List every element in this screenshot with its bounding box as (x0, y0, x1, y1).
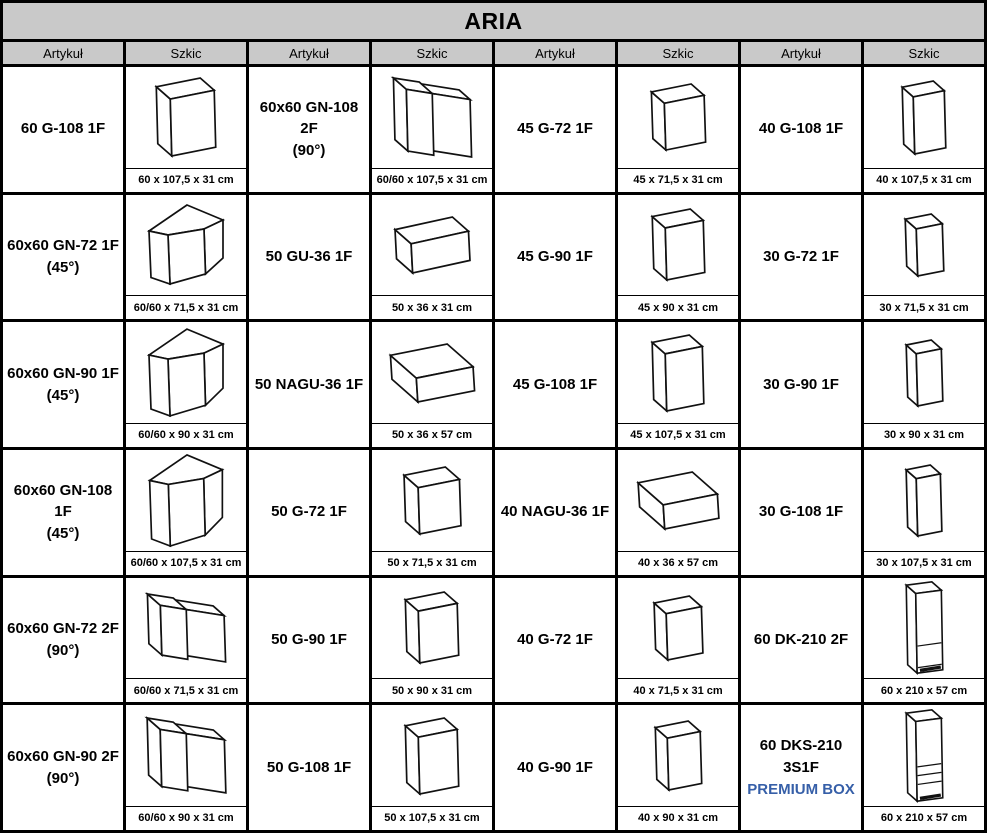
sketch-drawing (618, 67, 738, 168)
column-header-sketch: Szkic (372, 42, 492, 64)
article-label: (45°) (46, 386, 80, 404)
sketch-cell (372, 450, 492, 575)
dimensions-label: 60 x 210 x 57 cm (864, 806, 984, 830)
article-cell (3, 322, 123, 447)
article-cell (495, 450, 615, 575)
catalog-grid (3, 42, 984, 830)
article-label: 50 GU-36 1F (265, 248, 353, 266)
article-label: (45°) (46, 525, 80, 543)
article-cell (741, 195, 861, 320)
dimensions-label: 40 x 107,5 x 31 cm (864, 168, 984, 192)
sketch-drawing (372, 705, 492, 806)
column-header-sketch: Szkic (864, 42, 984, 64)
dimensions-label: 40 x 71,5 x 31 cm (618, 678, 738, 702)
article-label: 2F (300, 120, 318, 138)
cabinet-sketch-icon (146, 452, 226, 549)
article-cell (495, 705, 615, 830)
premium-box-label: PREMIUM BOX (747, 780, 855, 798)
sketch-drawing (864, 322, 984, 423)
dimensions-label: 60/60 x 90 x 31 cm (126, 806, 246, 830)
article-cell (3, 578, 123, 703)
cabinet-sketch-icon (652, 718, 705, 793)
article-cell (495, 67, 615, 192)
dimensions-label: 50 x 71,5 x 31 cm (372, 551, 492, 575)
article-label: 60x60 GN-108 (259, 98, 359, 116)
article-label: 30 G-108 1F (758, 503, 844, 521)
article-label: 60x60 GN-72 1F (7, 237, 119, 255)
article-label: 60x60 GN-72 2F (7, 620, 119, 638)
cabinet-sketch-icon (649, 332, 707, 414)
article-label: 40 G-90 1F (517, 758, 593, 776)
article-label: 40 G-72 1F (517, 631, 593, 649)
article-label: 45 G-108 1F (512, 375, 598, 393)
article-label: (45°) (46, 258, 80, 276)
dimensions-label: 60 x 107,5 x 31 cm (126, 168, 246, 192)
dimensions-label: 50 x 36 x 57 cm (372, 423, 492, 447)
dimensions-label: 60/60 x 107,5 x 31 cm (126, 551, 246, 575)
sketch-cell (126, 195, 246, 320)
article-label: (90°) (292, 142, 326, 160)
cabinet-sketch-icon (390, 75, 475, 160)
dimensions-label: 50 x 36 x 31 cm (372, 295, 492, 319)
cabinet-sketch-icon (902, 579, 947, 676)
article-label: (90°) (46, 769, 80, 787)
page-title: ARIA (3, 3, 984, 39)
article-cell (495, 322, 615, 447)
cabinet-sketch-icon (146, 202, 226, 287)
article-label: 30 G-72 1F (763, 248, 839, 266)
article-cell (741, 450, 861, 575)
article-cell (3, 195, 123, 320)
cabinet-sketch-icon (392, 214, 473, 276)
cabinet-sketch-icon (144, 715, 229, 796)
sketch-drawing (372, 578, 492, 679)
article-label: 50 NAGU-36 1F (254, 375, 364, 393)
dimensions-label: 40 x 36 x 57 cm (618, 551, 738, 575)
article-label: 40 NAGU-36 1F (500, 503, 610, 521)
cabinet-sketch-icon (401, 464, 464, 537)
sketch-cell (372, 578, 492, 703)
article-cell (249, 705, 369, 830)
cabinet-sketch-icon (902, 211, 947, 279)
cabinet-sketch-icon (635, 469, 722, 532)
dimensions-label: 60 x 210 x 57 cm (864, 678, 984, 702)
dimensions-label: 60/60 x 71,5 x 31 cm (126, 295, 246, 319)
article-label: 60x60 GN-108 1F (13, 481, 113, 521)
cabinet-sketch-icon (649, 206, 708, 283)
sketch-drawing (126, 578, 246, 679)
sketch-cell (864, 195, 984, 320)
sketch-drawing (618, 705, 738, 806)
sketch-drawing (126, 195, 246, 296)
cabinet-sketch-icon (899, 78, 949, 157)
sketch-cell (372, 67, 492, 192)
sketch-cell (618, 67, 738, 192)
sketch-drawing (864, 195, 984, 296)
sketch-cell (126, 67, 246, 192)
cabinet-sketch-icon (153, 75, 219, 159)
dimensions-label: 60/60 x 107,5 x 31 cm (372, 168, 492, 192)
dimensions-label: 30 x 90 x 31 cm (864, 423, 984, 447)
article-cell (3, 450, 123, 575)
article-cell (741, 322, 861, 447)
article-label: 50 G-72 1F (271, 503, 347, 521)
article-cell (495, 578, 615, 703)
dimensions-label: 45 x 107,5 x 31 cm (618, 423, 738, 447)
article-label: 45 G-72 1F (517, 120, 593, 138)
article-cell (249, 67, 369, 192)
article-label: 30 G-90 1F (763, 375, 839, 393)
article-cell (3, 705, 123, 830)
sketch-cell (864, 578, 984, 703)
sketch-drawing (864, 67, 984, 168)
column-header-article: Artykuł (249, 42, 369, 64)
sketch-cell (126, 322, 246, 447)
sketch-cell (372, 705, 492, 830)
sketch-cell (126, 705, 246, 830)
article-cell (3, 67, 123, 192)
cabinet-sketch-icon (903, 462, 945, 539)
cabinet-sketch-icon (651, 593, 706, 663)
dimensions-label: 60/60 x 71,5 x 31 cm (126, 678, 246, 702)
sketch-cell (126, 578, 246, 703)
sketch-drawing (126, 705, 246, 806)
article-cell (741, 67, 861, 192)
sketch-cell (618, 195, 738, 320)
column-header-sketch: Szkic (618, 42, 738, 64)
dimensions-label: 50 x 90 x 31 cm (372, 678, 492, 702)
article-label: 45 G-90 1F (517, 248, 593, 266)
column-header-article: Artykuł (741, 42, 861, 64)
sketch-drawing (618, 195, 738, 296)
dimensions-label: 60/60 x 90 x 31 cm (126, 423, 246, 447)
cabinet-sketch-icon (402, 589, 462, 666)
sketch-drawing (618, 322, 738, 423)
sketch-cell (864, 322, 984, 447)
article-label: 40 G-108 1F (758, 120, 844, 138)
article-label: 60x60 GN-90 1F (7, 364, 119, 382)
article-label: 60 G-108 1F (20, 120, 106, 138)
column-header-article: Artykuł (3, 42, 123, 64)
article-label: 60 DKS-210 3S1F (759, 737, 843, 776)
dimensions-label: 45 x 90 x 31 cm (618, 295, 738, 319)
sketch-cell (618, 705, 738, 830)
dimensions-label: 50 x 107,5 x 31 cm (372, 806, 492, 830)
sketch-cell (864, 67, 984, 192)
sketch-drawing (372, 450, 492, 551)
sketch-drawing (372, 322, 492, 423)
cabinet-sketch-icon (902, 707, 947, 804)
dimensions-label: 30 x 71,5 x 31 cm (864, 295, 984, 319)
cabinet-sketch-icon (144, 591, 229, 665)
article-cell (741, 578, 861, 703)
column-header-article: Artykuł (495, 42, 615, 64)
sketch-cell (126, 450, 246, 575)
sketch-drawing (126, 450, 246, 551)
cabinet-sketch-icon (648, 81, 709, 153)
sketch-cell (618, 450, 738, 575)
sketch-drawing (372, 195, 492, 296)
article-cell (249, 578, 369, 703)
cabinet-sketch-icon (903, 337, 946, 409)
sketch-drawing (126, 67, 246, 168)
cabinet-sketch-icon (402, 715, 462, 797)
article-label: (90°) (46, 641, 80, 659)
dimensions-label: 45 x 71,5 x 31 cm (618, 168, 738, 192)
sketch-drawing (864, 705, 984, 806)
sketch-cell (618, 322, 738, 447)
sketch-cell (372, 195, 492, 320)
sketch-drawing (618, 578, 738, 679)
column-header-sketch: Szkic (126, 42, 246, 64)
article-cell (495, 195, 615, 320)
sketch-drawing (126, 322, 246, 423)
sketch-drawing (372, 67, 492, 168)
sketch-drawing (618, 450, 738, 551)
dimensions-label: 30 x 107,5 x 31 cm (864, 551, 984, 575)
sketch-cell (372, 322, 492, 447)
dimensions-label: 40 x 90 x 31 cm (618, 806, 738, 830)
cabinet-sketch-icon (387, 341, 478, 405)
article-label: 60 DK-210 2F (753, 631, 849, 649)
article-label: 50 G-108 1F (266, 758, 352, 776)
cabinet-sketch-icon (146, 326, 226, 419)
article-cell (249, 195, 369, 320)
article-label: 60x60 GN-90 2F (7, 747, 119, 765)
sketch-drawing (864, 450, 984, 551)
sketch-cell (618, 578, 738, 703)
article-label: 50 G-90 1F (271, 631, 347, 649)
sketch-cell (864, 705, 984, 830)
article-cell (741, 705, 861, 830)
sketch-cell (864, 450, 984, 575)
sketch-drawing (864, 578, 984, 679)
article-cell (249, 450, 369, 575)
article-cell (249, 322, 369, 447)
